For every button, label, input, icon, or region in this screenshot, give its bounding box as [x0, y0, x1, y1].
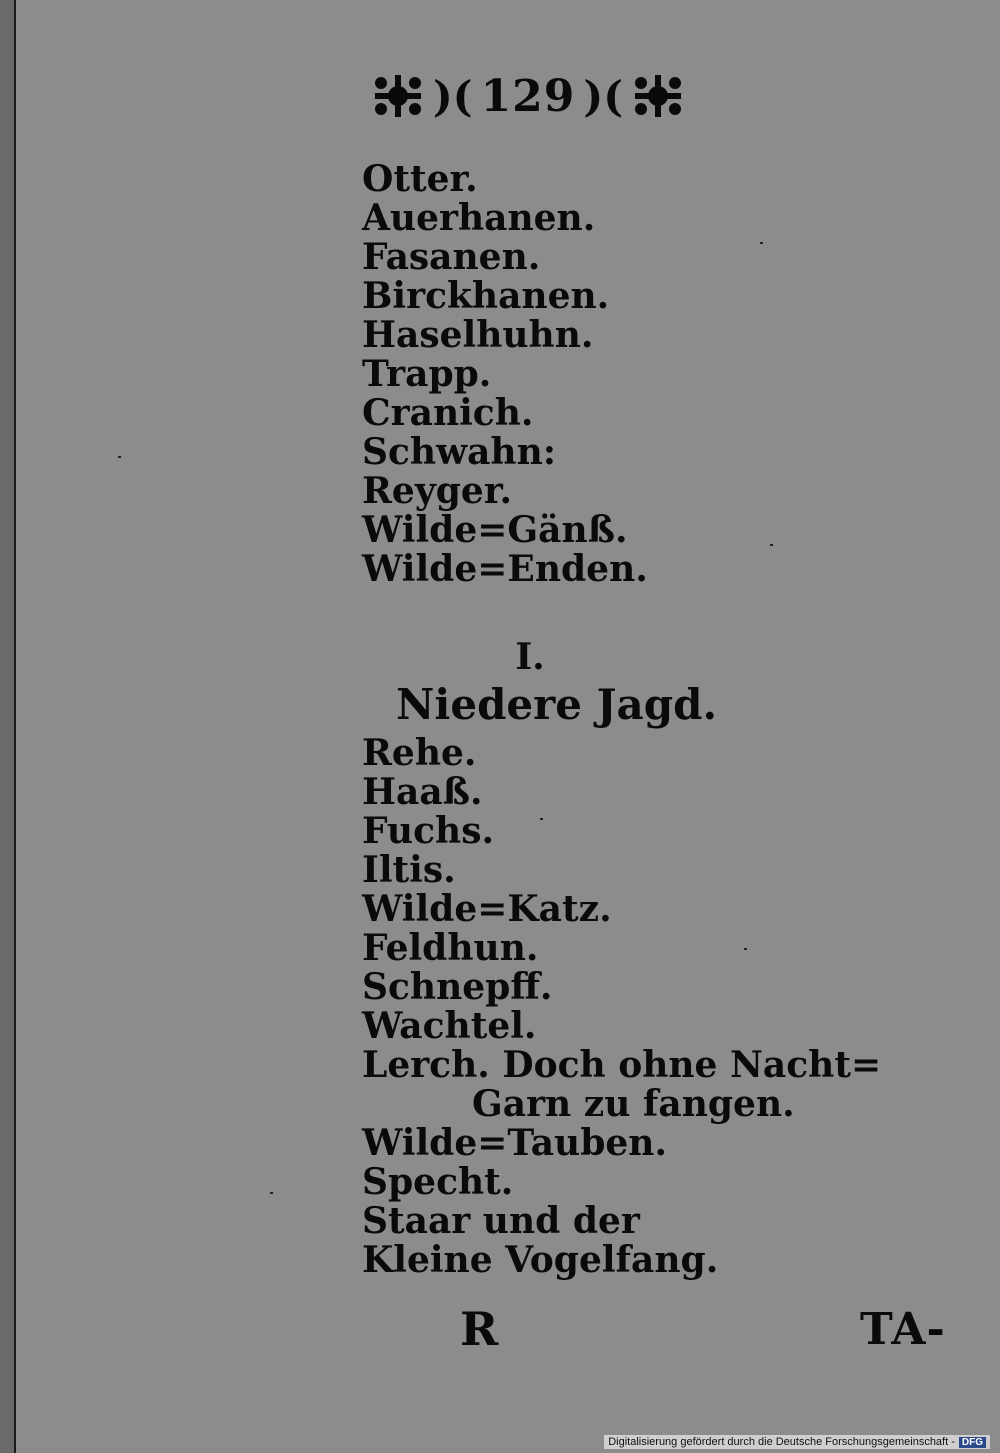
list-item: Staar und der [362, 1200, 640, 1242]
print-speck [270, 1192, 273, 1194]
footer-text: Digitalisierung gefördert durch die Deutsche Forschungsgemeinschaft - [608, 1436, 955, 1448]
lower-game-list [362, 734, 881, 1280]
fleuron-ornament-icon [631, 73, 685, 119]
list-item: Wachtel. [362, 1005, 537, 1047]
list-item: Iltis. [362, 849, 456, 891]
upper-game-list [362, 160, 648, 589]
section-number: I. [515, 636, 545, 678]
list-item: Birckhanen. [362, 275, 610, 317]
list-item: Rehe. [362, 732, 477, 774]
list-item: Auerhanen. [362, 197, 596, 239]
list-item: Haaß. [362, 771, 483, 813]
print-speck [118, 456, 121, 458]
fleuron-ornament-icon [371, 73, 425, 119]
list-item: Haselhuhn. [362, 314, 594, 356]
list-item: Kleine Vogelfang. [362, 1239, 719, 1281]
list-item: Wilde=Gänß. [362, 509, 628, 551]
list-item: Schwahn: [362, 431, 557, 473]
page-header [368, 64, 688, 128]
list-item: Otter. [362, 158, 478, 200]
print-speck [760, 242, 763, 244]
list-item: Wilde=Enden. [362, 548, 648, 590]
list-item: Feldhun. [362, 927, 539, 969]
right-parenthesis: )( [583, 71, 624, 121]
list-item: Schnepff. [362, 966, 553, 1008]
page-number: 129 [480, 70, 576, 122]
digitization-footer [604, 1435, 990, 1449]
dfg-logo-icon: DFG [959, 1437, 986, 1448]
list-item: Fuchs. [362, 810, 494, 852]
list-item: Trapp. [362, 353, 492, 395]
print-speck [770, 544, 773, 546]
list-item: Wilde=Tauben. [362, 1122, 668, 1164]
list-item-continuation: Garn zu fangen. [472, 1083, 795, 1125]
section-title: Niedere Jagd. [396, 680, 718, 729]
signature-mark: R [460, 1302, 499, 1356]
page-edge [0, 0, 16, 1453]
list-item: Fasanen. [362, 236, 541, 278]
list-item: Cranich. [362, 392, 534, 434]
print-speck [744, 948, 747, 950]
list-item: Reyger. [362, 470, 513, 512]
catchword: TA- [860, 1304, 946, 1355]
list-item: Lerch. Doch ohne Nacht= [362, 1044, 882, 1086]
list-item: Wilde=Katz. [362, 888, 612, 930]
list-item: Specht. [362, 1161, 514, 1203]
left-parenthesis: )( [432, 71, 473, 121]
print-speck [540, 818, 543, 820]
